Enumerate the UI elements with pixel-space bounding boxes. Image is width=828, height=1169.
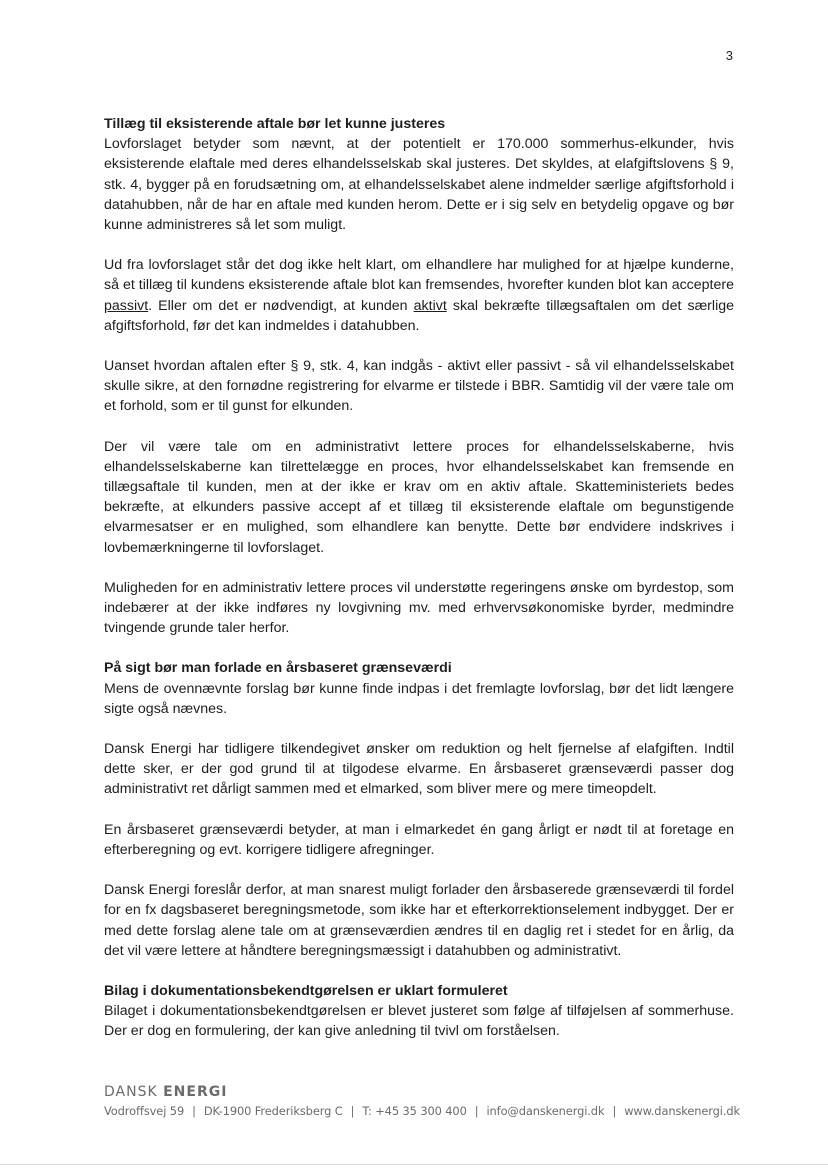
paragraph: Ud fra lovforslaget står det dog ikke helt klart, om elhandlere har mulighed for at hjælpe kunderne, så et tillæg til kundens eksisterende aftale blot kan fremsendes, hvorefter kunden blot kan acceptere passivt. Eller om det er nødvendigt, at kunden aktivt skal bekræfte tillægsaftalen om det særlige afgiftsforhold, før det kan indmeldes i datahubben. (104, 257, 734, 334)
footer-city: DK-1900 Frederiksberg C (203, 1104, 343, 1118)
brand-logo: DANSK ENERGI (104, 1084, 228, 1100)
document-body (104, 114, 734, 1062)
paragraph: Dansk Energi foreslår derfor, at man snarest muligt forlader den årsbaserede grænseværdi til fordel for en fx dagsbaseret beregningsmetode, som ikke har et efterkorrektionselement indbygget. Der er med dette forslag alene tale om at grænseværdien ændres til en daglig ret i stedet for en årlig, da det vil være lettere at håndtere beregningsmæssigt i datahubben og administrativt. (104, 882, 734, 959)
paragraph: Mens de ovennævnte forslag bør kunne finde indpas i det fremlagte lovforslag, bør det lidt længere sigte også nævnes. (104, 680, 734, 717)
footer-email: info@danskenergi.dk (486, 1104, 605, 1118)
paragraph: Dansk Energi har tidligere tilkendegivet ønsker om reduktion og helt fjernelse af elafgiften. Indtil dette sker, er der god grund til at tilgodese elvarme. En årsbaseret grænseværdi passer dog administrativt ret dårligt sammen med et elmarked, som bliver mere og mere timeopdelt. (104, 741, 734, 798)
paragraph: Muligheden for en administrativ lettere proces vil understøtte regeringens ønske om byrdestop, som indebærer at der ikke indføres ny lovgivning mv. med erhvervsøkonomiske byrder, medmindre tvingende grunde taler herfor. (104, 579, 734, 637)
footer-street: Vodroffsvej 59 (104, 1104, 185, 1118)
footer-address: Vodroffsvej 59 | DK-1900 Frederiksberg C | T: +45 35 300 400 | info@danskenergi.dk | www.danskenergi.dk (104, 1104, 741, 1118)
section-appendix (104, 981, 734, 1042)
paragraph: Bilaget i dokumentationsbekendtgørelsen er blevet justeret som følge af tilføjelsen af sommerhuse. Der er dog en formulering, der kan give anledning til tvivl om forståelsen. (104, 1003, 734, 1040)
paragraph: Der vil være tale om en administrativt lettere proces for elhandelsselskaberne, hvis elhandelsselskaberne kan tilrettelægge en proces, hvor elhandelsselskabet kan fremsende en tillægsaftale til kunden, men at der ikke er krav om en aktiv aftale. Skatteministeriets bedes bekræfte, at elkunders passive accept af et tillæg til eksisterende elaftale om begunstigende elvarmesatser er en mulighed, som elhandlere kan benytte. Dette bør endvidere indskrives i lovbemærkningerne til lovforslaget. (104, 438, 734, 556)
paragraph: En årsbaseret grænseværdi betyder, at man i elmarkedet én gang årligt er nødt til at foretage en efterberegning og evt. korrigere tidligere afregninger. (104, 821, 734, 858)
section-supplement (104, 114, 734, 638)
letterhead-footer (104, 1082, 741, 1120)
section-heading: Bilag i dokumentationsbekendtgørelsen er uklart formuleret (104, 982, 508, 999)
paragraph: Lovforslaget betyder som nævnt, at der potentielt er 170.000 sommerhus-elkunder, hvis eksisterende elaftale med deres elhandelsselskab skal justeres. Det skyldes, at elafgiftslovens § 9, stk. 4, bygger på en forudsætning om, at elhandelsselskabet alene indmelder særlige afgiftsforhold i datahubben, når de har en aftale med kunden herom. Dette er i sig selv en betydelig opgave og bør kunne administreres så let som muligt. (104, 136, 734, 234)
underlined-passivt: passivt (104, 297, 149, 314)
footer-website: www.danskenergi.dk (624, 1104, 741, 1118)
section-threshold (104, 658, 734, 960)
underlined-aktivt: aktivt (413, 297, 447, 314)
footer-phone: T: +45 35 300 400 (362, 1104, 467, 1118)
page-edge-line (0, 1164, 828, 1165)
page-number: 3 (725, 48, 733, 63)
section-heading: Tillæg til eksisterende aftale bør let kunne justeres (104, 116, 446, 132)
section-heading: På sigt bør man forlade en årsbaseret grænseværdi (104, 660, 452, 677)
paragraph: Uanset hvordan aftalen efter § 9, stk. 4, kan indgås - aktivt eller passivt - så vil elhandelsselskabet skulle sikre, at den fornødne registrering for elvarme er tilstede i BBR. Samtidig vil der være tale om et forhold, som er til gunst for elkunden. (104, 358, 734, 415)
